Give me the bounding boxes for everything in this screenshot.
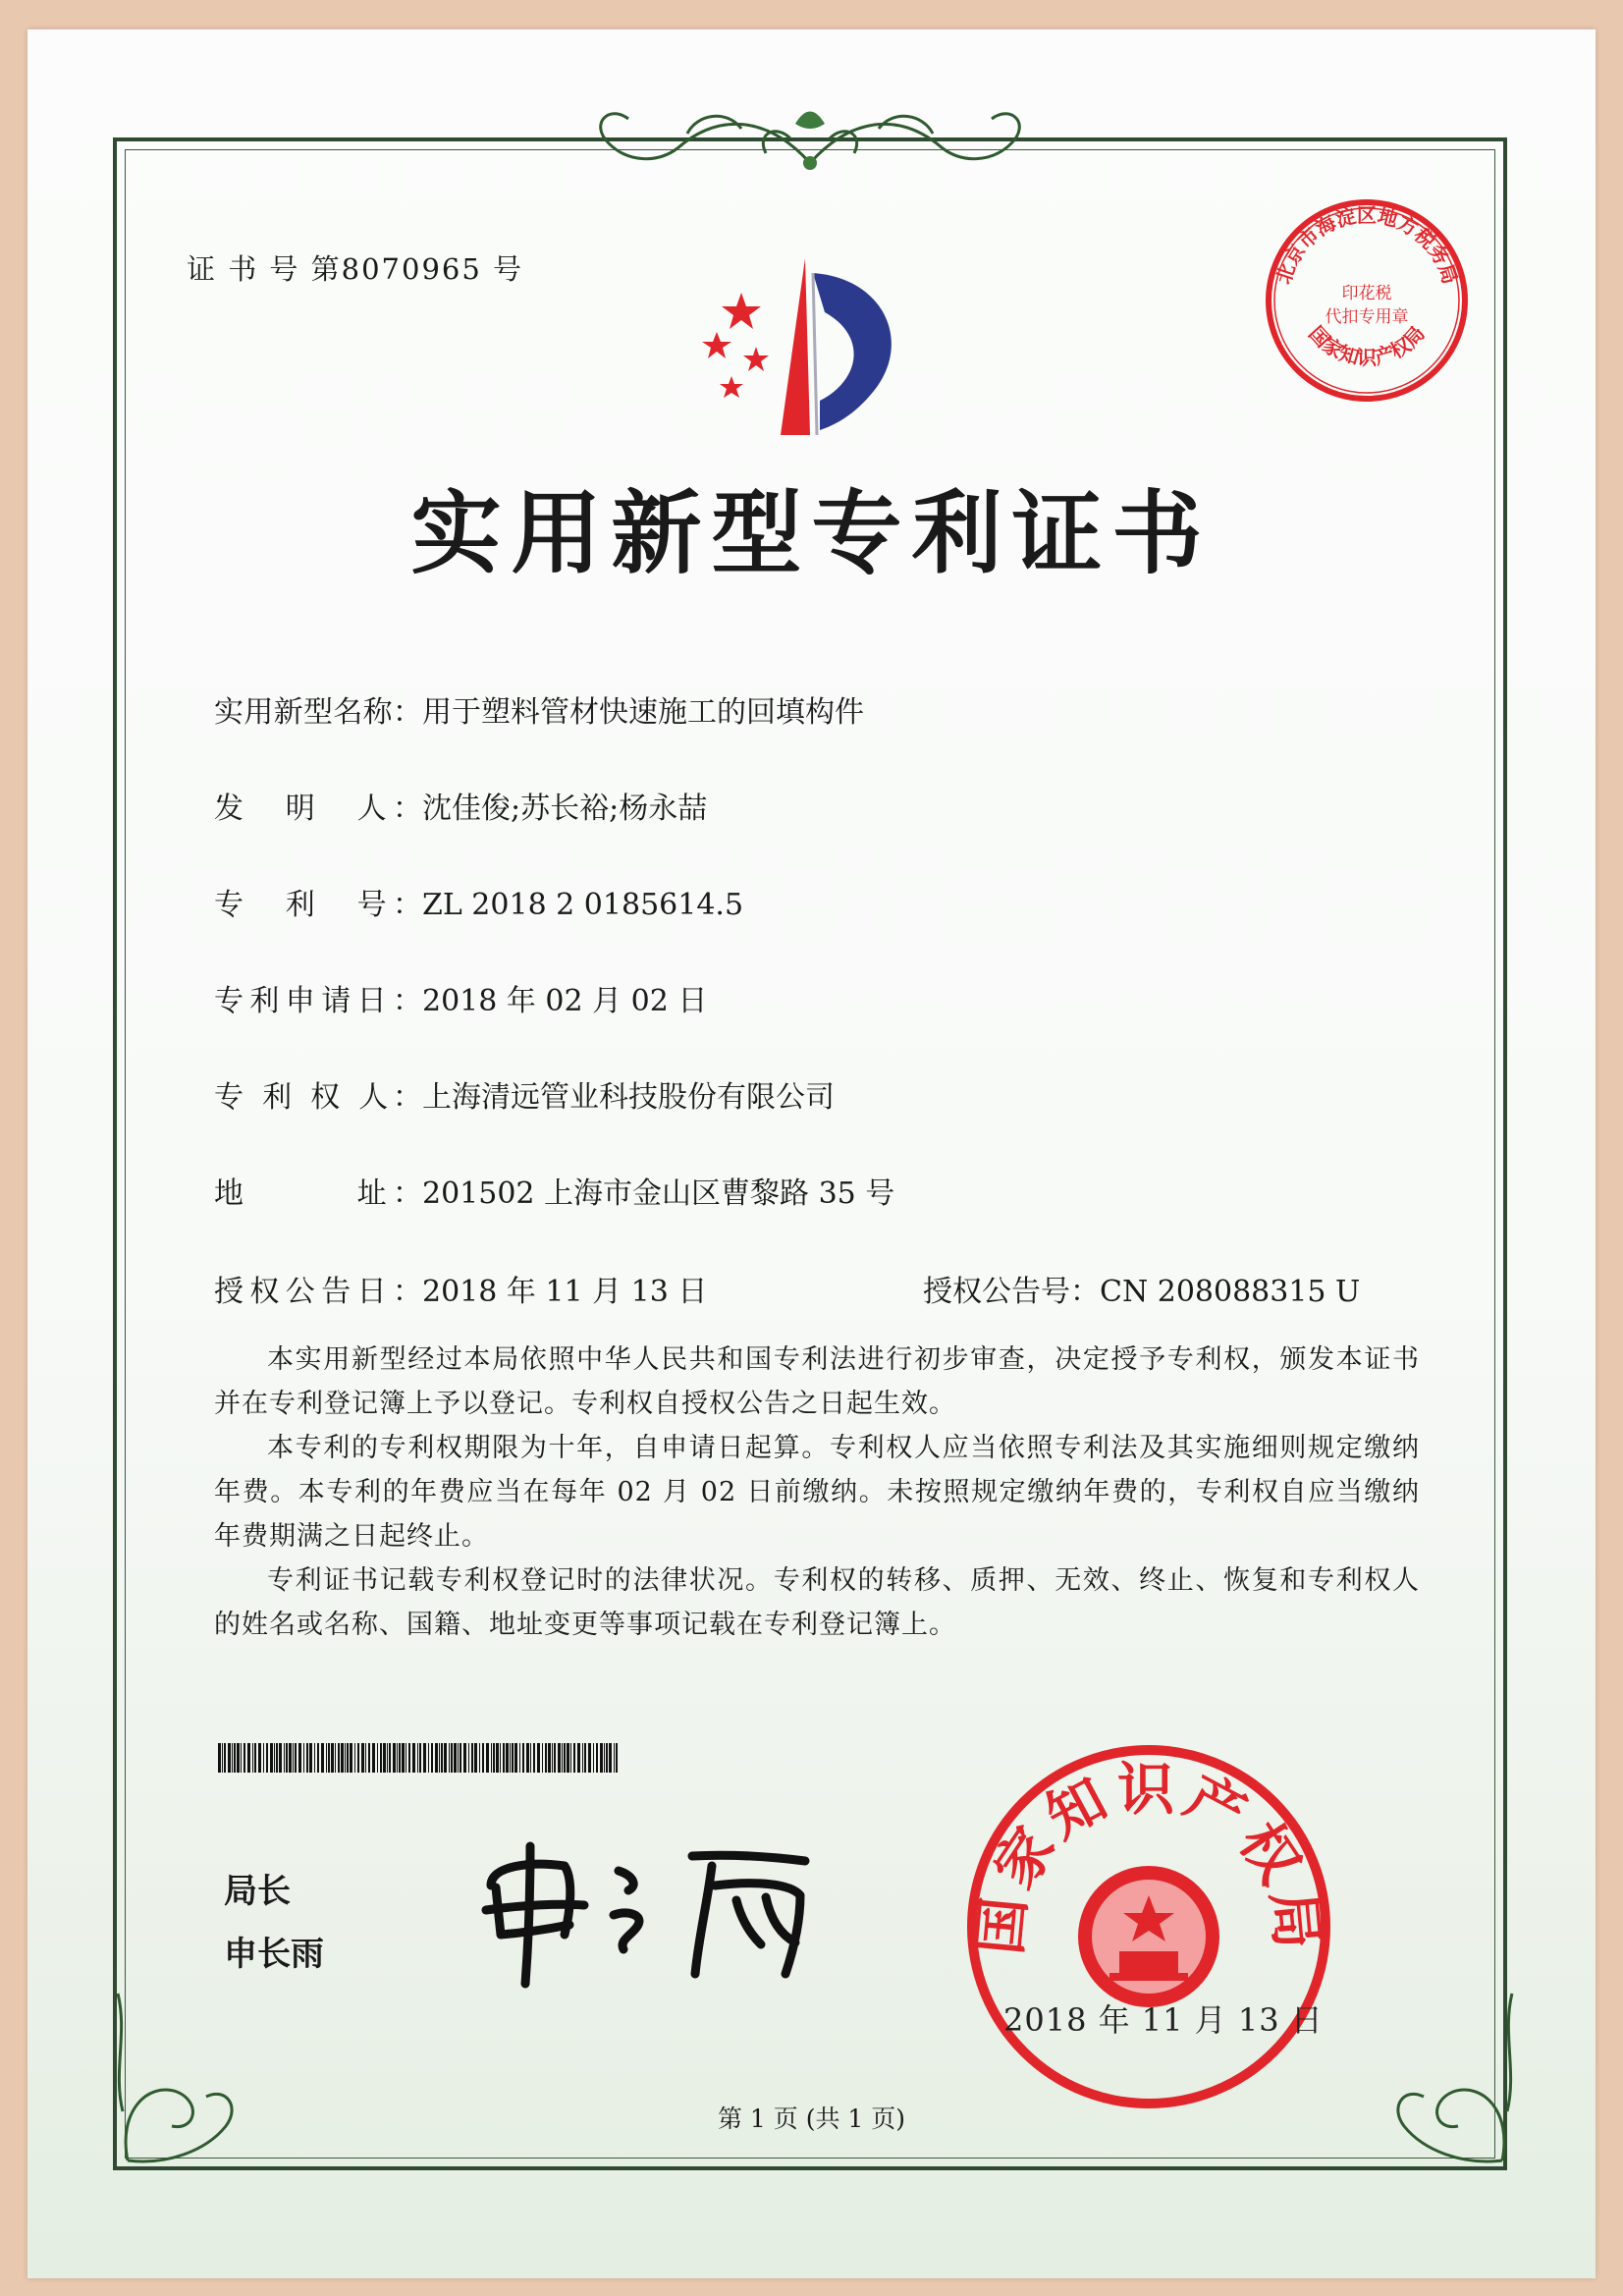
barcode-bar <box>408 1743 410 1773</box>
barcode-bar <box>222 1743 223 1773</box>
field-value: 201502 上海市金山区曹黎路 35 号 <box>422 1176 895 1211</box>
barcode-bar <box>530 1743 531 1773</box>
barcode-bar <box>548 1743 551 1773</box>
barcode-bar <box>542 1743 543 1773</box>
barcode-bar <box>335 1743 336 1773</box>
barcode-bar <box>537 1743 540 1773</box>
barcode-bar <box>454 1743 457 1773</box>
barcode-bar <box>289 1743 292 1773</box>
barcode-bar <box>218 1743 221 1773</box>
barcode-bar <box>309 1743 312 1773</box>
barcode-bar <box>254 1743 256 1773</box>
barcode-bar <box>361 1743 364 1773</box>
svg-text:国家知识产权局 <box>1304 321 1430 369</box>
field-grant-date <box>214 1267 707 1310</box>
barcode-bar <box>314 1743 315 1773</box>
certificate-number: 证 书 号 第8070965 号 <box>187 252 524 286</box>
field-label: 实用新型名称： <box>214 695 422 730</box>
barcode-bar <box>383 1743 386 1773</box>
barcode-bar <box>449 1743 450 1773</box>
barcode-bar <box>399 1743 401 1773</box>
barcode-bar <box>338 1743 340 1773</box>
barcode-bar <box>247 1743 250 1773</box>
barcode-bar <box>232 1743 233 1773</box>
barcode-bar <box>519 1743 520 1773</box>
barcode-bar <box>526 1743 529 1773</box>
barcode-bar <box>372 1743 375 1773</box>
official-seal <box>962 1740 1335 2113</box>
body-paragraph: 本专利的专利权期限为十年，自申请日起算。专利权人应当依照专利法及其实施细则规定缴纳年费。本专利的年费应当在每年 02 月 02 日前缴纳。未按照规定缴纳年费的，专利权自应当缴纳年费期满之日起终止。 <box>214 1433 1420 1552</box>
field-patent-number <box>214 880 743 923</box>
barcode-bar <box>463 1743 466 1773</box>
barcode-bar <box>441 1743 443 1773</box>
barcode-bar <box>439 1743 440 1773</box>
barcode-bar <box>387 1743 388 1773</box>
body-paragraph: 本实用新型经过本局依照中华人民共和国专利法进行初步审查，决定授予专利权，颁发本证书并在专利登记簿上予以登记。专利权自授权公告之日起生效。 <box>214 1344 1420 1419</box>
barcode-bar <box>491 1743 492 1773</box>
barcode-bar <box>347 1743 349 1773</box>
barcode-bar <box>306 1743 308 1773</box>
barcode-bar <box>596 1743 598 1773</box>
field-grant-number <box>923 1267 1360 1310</box>
field-patentee <box>214 1072 835 1116</box>
barcode-bar <box>357 1743 359 1773</box>
barcode-bar <box>326 1743 327 1773</box>
barcode-bar <box>468 1743 469 1773</box>
barcode-bar <box>276 1743 278 1773</box>
barcode-bar <box>460 1743 461 1773</box>
seal-text: 国家知识产权局 <box>965 1756 1332 1958</box>
barcode-bar <box>331 1743 334 1773</box>
top-ornament <box>569 94 1051 183</box>
field-label: 专 利 权 人： <box>214 1080 422 1115</box>
barcode-bar <box>593 1743 594 1773</box>
barcode-bar <box>293 1743 294 1773</box>
body-paragraph: 专利证书记载专利权登记时的法律状况。专利权的转移、质押、无效、终止、恢复和专利权人的姓名或名称、国籍、地址变更等事项记载在专利登记簿上。 <box>214 1565 1420 1640</box>
certificate-body <box>214 1338 1420 1647</box>
barcode-bar <box>588 1743 591 1773</box>
barcode-bar <box>545 1743 547 1773</box>
barcode-bar <box>428 1743 429 1773</box>
barcode-bar <box>234 1743 236 1773</box>
barcode-bar <box>350 1743 352 1773</box>
barcode-bar <box>584 1743 586 1773</box>
barcode-bar <box>389 1743 391 1773</box>
barcode-bar <box>397 1743 398 1773</box>
tax-stamp-line2: 代扣专用章 <box>1325 307 1409 327</box>
barcode-bar <box>286 1743 288 1773</box>
national-emblem-icon <box>1078 1866 1219 2007</box>
barcode-bar <box>224 1743 226 1773</box>
barcode-bar <box>354 1743 355 1773</box>
barcode <box>218 1743 622 1773</box>
barcode-bar <box>570 1743 571 1773</box>
field-value: 2018 年 02 月 02 日 <box>422 984 708 1018</box>
field-label: 专利申请日： <box>214 984 422 1018</box>
barcode-bar <box>252 1743 253 1773</box>
field-label: 授权公告日： <box>214 1275 422 1309</box>
barcode-bar <box>474 1743 477 1773</box>
barcode-bar <box>298 1743 301 1773</box>
field-application-date <box>214 976 707 1019</box>
barcode-bar <box>341 1743 344 1773</box>
tax-stamp-bottom-text: 国家知识产权局 <box>1304 321 1430 370</box>
cnipa-emblem-icon <box>687 253 933 450</box>
field-utility-model-name <box>214 687 864 731</box>
barcode-bar <box>345 1743 346 1773</box>
barcode-bar <box>241 1743 242 1773</box>
barcode-bar <box>284 1743 285 1773</box>
barcode-bar <box>600 1743 603 1773</box>
barcode-bar <box>479 1743 480 1773</box>
barcode-bar <box>266 1743 268 1773</box>
barcode-bar <box>263 1743 264 1773</box>
barcode-bar <box>567 1743 569 1773</box>
barcode-bar <box>503 1743 505 1773</box>
field-inventor <box>214 784 707 827</box>
field-value: CN 208088315 U <box>1100 1275 1361 1309</box>
barcode-bar <box>402 1743 405 1773</box>
barcode-bar <box>609 1743 612 1773</box>
barcode-bar <box>451 1743 453 1773</box>
field-label: 地 址： <box>214 1176 422 1211</box>
barcode-bar <box>393 1743 396 1773</box>
barcode-bar <box>444 1743 447 1773</box>
barcode-bar <box>500 1743 501 1773</box>
barcode-bar <box>419 1743 421 1773</box>
field-address <box>214 1169 894 1212</box>
barcode-bar <box>582 1743 583 1773</box>
field-value: 用于塑料管材快速施工的回填构件 <box>422 695 864 730</box>
barcode-bar <box>258 1743 261 1773</box>
barcode-bar <box>493 1743 495 1773</box>
barcode-bar <box>377 1743 378 1773</box>
barcode-bar <box>423 1743 426 1773</box>
barcode-bar <box>506 1743 509 1773</box>
barcode-bar <box>328 1743 330 1773</box>
field-value: 沈佳俊;苏长裕;杨永喆 <box>422 792 708 826</box>
field-label: 专 利 号： <box>214 888 422 922</box>
barcode-bar <box>577 1743 580 1773</box>
barcode-bar <box>552 1743 553 1773</box>
field-label: 发 明 人： <box>214 792 422 826</box>
barcode-bar <box>496 1743 499 1773</box>
barcode-bar <box>482 1743 484 1773</box>
certificate-title: 实用新型专利证书 <box>410 481 1213 586</box>
barcode-bar <box>412 1743 415 1773</box>
barcode-bar <box>237 1743 240 1773</box>
field-value: 上海清远管业科技股份有限公司 <box>422 1080 835 1115</box>
barcode-bar <box>471 1743 473 1773</box>
barcode-bar <box>554 1743 556 1773</box>
seal-date: 2018 年 11 月 13 日 <box>1003 2001 1324 2039</box>
barcode-bar <box>368 1743 370 1773</box>
barcode-bar <box>606 1743 608 1773</box>
barcode-bar <box>604 1743 605 1773</box>
barcode-bar <box>279 1743 282 1773</box>
barcode-bar <box>616 1743 618 1773</box>
director-signature <box>471 1827 835 1994</box>
tax-stamp-seal <box>1259 192 1475 409</box>
field-label: 授权公告号： <box>923 1275 1100 1309</box>
barcode-bar <box>562 1743 563 1773</box>
barcode-bar <box>321 1743 324 1773</box>
director-title: 局长 <box>224 1872 291 1911</box>
barcode-bar <box>431 1743 433 1773</box>
barcode-bar <box>365 1743 366 1773</box>
barcode-bar <box>558 1743 561 1773</box>
director-name: 申长雨 <box>224 1935 324 1974</box>
field-value: 2018 年 11 月 13 日 <box>422 1275 708 1309</box>
barcode-bar <box>458 1743 459 1773</box>
barcode-bar <box>512 1743 514 1773</box>
field-value: ZL 2018 2 0185614.5 <box>422 888 744 922</box>
barcode-bar <box>573 1743 575 1773</box>
barcode-bar <box>243 1743 245 1773</box>
barcode-bar <box>533 1743 535 1773</box>
tax-stamp-outer-text: 北京市海淀区地方税务局 <box>1271 203 1463 288</box>
barcode-bar <box>522 1743 524 1773</box>
barcode-bar <box>614 1743 615 1773</box>
barcode-bar <box>380 1743 382 1773</box>
barcode-bar <box>510 1743 511 1773</box>
barcode-bar <box>417 1743 418 1773</box>
barcode-bar <box>564 1743 566 1773</box>
page-number: 第 1 页 (共 1 页) <box>717 2105 906 2133</box>
barcode-bar <box>317 1743 319 1773</box>
tax-stamp-line1: 印花税 <box>1341 284 1392 303</box>
barcode-bar <box>486 1743 489 1773</box>
barcode-bar <box>435 1743 438 1773</box>
svg-text:北京市海淀区地方税务局 <box>1271 203 1462 287</box>
barcode-bar <box>274 1743 275 1773</box>
barcode-bar <box>228 1743 231 1773</box>
barcode-bar <box>303 1743 304 1773</box>
barcode-bar <box>270 1743 273 1773</box>
barcode-bar <box>295 1743 297 1773</box>
barcode-bar <box>514 1743 517 1773</box>
